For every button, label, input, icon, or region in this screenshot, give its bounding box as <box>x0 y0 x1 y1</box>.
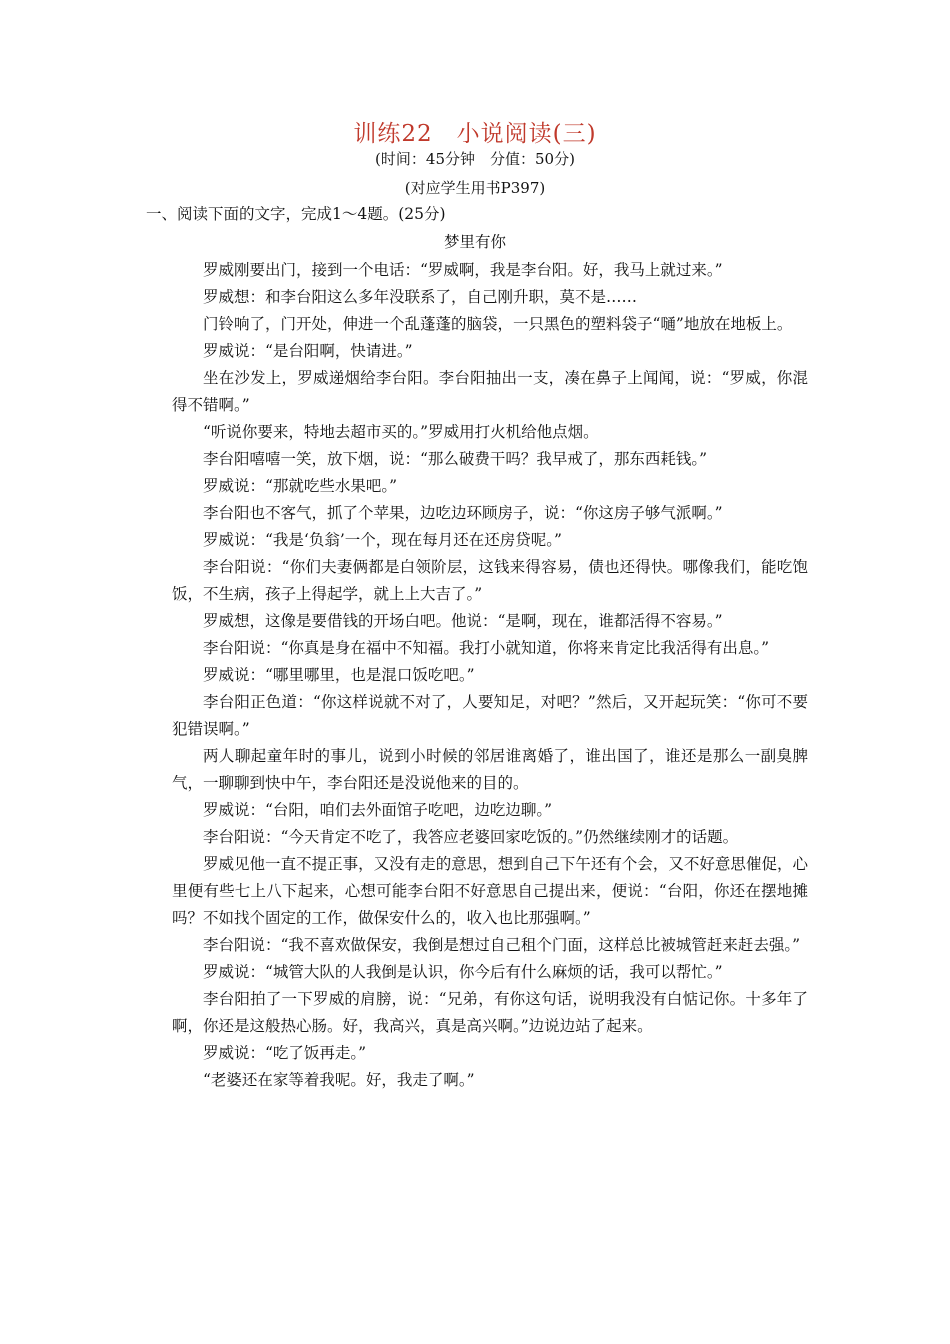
story-paragraph: 罗威想：和李台阳这么多年没联系了，自己刚升职，莫不是…… <box>203 288 638 306</box>
story-paragraph: 罗威说：“台阳，咱们去外面馆子吃吧，边吃边聊。” <box>203 801 553 819</box>
story-paragraph: 李台阳拍了一下罗威的肩膀，说：“兄弟，有你这句话，说明我没有白惦记你。十多年了啊，你还是这般热心肠。好，我高兴，真是高兴啊。”边说边站了起来。 <box>172 990 808 1035</box>
story-paragraph: 罗威想，这像是要借钱的开场白吧。他说：“是啊，现在，谁都活得不容易。” <box>203 612 723 630</box>
story-title: 梦里有你 <box>443 233 506 251</box>
story-paragraph: 坐在沙发上，罗威递烟给李台阳。李台阳抽出一支，凑在鼻子上闻闻，说：“罗威，你混得不错啊。” <box>172 369 808 414</box>
story-paragraph: 罗威说：“我是‘负翁’一个，现在每月还在还房贷呢。” <box>203 531 562 549</box>
story-paragraph: 罗威说：“城管大队的人我倒是认识，你今后有什么麻烦的话，我可以帮忙。” <box>203 963 723 981</box>
story-paragraph: 罗威说：“是台阳啊，快请进。” <box>203 342 413 360</box>
story-paragraph: 李台阳正色道：“你这样说就不对了，人要知足，对吧？”然后，又开起玩笑：“你可不要犯错误啊。” <box>172 693 808 738</box>
story-paragraph: 罗威说：“吃了饭再走。” <box>203 1044 367 1062</box>
story-paragraph: 罗威见他一直不提正事，又没有走的意思，想到自己下午还有个会，又不好意思催促，心里便有些七上八下起来，心想可能李台阳不好意思自己提出来，便说：“台阳，你还在摆地摊吗？不如找个固定的工作，做保安什么的，收入也比那强啊。” <box>172 855 808 927</box>
story-body <box>172 257 808 1094</box>
story-paragraph: 罗威说：“哪里哪里，也是混口饭吃吧。” <box>203 666 475 684</box>
story-paragraph: 李台阳说：“你们夫妻俩都是白领阶层，这钱来得容易，债也还得快。哪像我们，能吃饱饭，不生病，孩子上得起学，就上上大吉了。” <box>172 558 808 603</box>
section-instruction: 一、阅读下面的文字，完成1～4题。(25分) <box>146 205 446 223</box>
story-paragraph: 李台阳说：“你真是身在福中不知福。我打小就知道，你将来肯定比我活得有出息。” <box>203 639 770 657</box>
book-reference: (对应学生用书P397) <box>404 179 546 197</box>
story-paragraph: “听说你要来，特地去超市买的。”罗威用打火机给他点烟。 <box>203 423 599 441</box>
story-paragraph: 门铃响了，门开处，伸进一个乱蓬蓬的脑袋，一只黑色的塑料袋子“嗵”地放在地板上。 <box>203 315 793 333</box>
story-paragraph: 李台阳嘻嘻一笑，放下烟，说：“那么破费干吗？我早戒了，那东西耗钱。” <box>203 450 708 468</box>
story-paragraph: 罗威刚要出门，接到一个电话：“罗威啊，我是李台阳。好，我马上就过来。” <box>203 261 723 279</box>
story-paragraph: “老婆还在家等着我呢。好，我走了啊。” <box>203 1071 475 1089</box>
story-paragraph: 两人聊起童年时的事儿，说到小时候的邻居谁离婚了，谁出国了，谁还是那么一副臭脾气，一聊聊到快中午，李台阳还是没说他来的目的。 <box>172 747 808 792</box>
page-title: 训练22 小说阅读(三) <box>353 121 597 147</box>
story-paragraph: 李台阳说：“我不喜欢做保安，我倒是想过自己租个门面，这样总比被城管赶来赶去强。” <box>203 936 801 954</box>
story-paragraph: 罗威说：“那就吃些水果吧。” <box>203 477 398 495</box>
story-paragraph: 李台阳说：“今天肯定不吃了，我答应老婆回家吃饭的。”仍然继续刚才的话题。 <box>203 828 739 846</box>
time-score-info: (时间：45分钟 分值：50分) <box>375 150 575 168</box>
story-paragraph: 李台阳也不客气，抓了个苹果，边吃边环顾房子，说：“你这房子够气派啊。” <box>203 504 723 522</box>
